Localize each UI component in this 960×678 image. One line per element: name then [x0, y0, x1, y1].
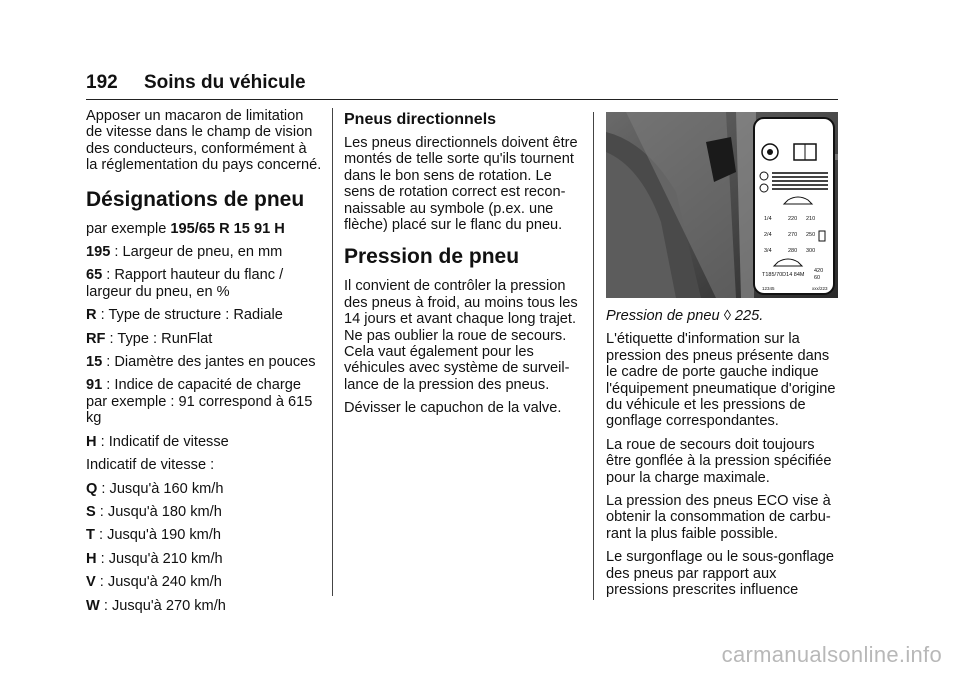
label-row-1-c: 210 [806, 216, 816, 222]
column-divider-2 [593, 112, 594, 600]
speed-item [86, 574, 322, 590]
speed-item-text: : Jusqu'à 270 km/h [99, 597, 226, 614]
pressure-paragraph: Il convient de contrôler la pression des pneus à froid, au moins tous les 14 jours et avant chaque long trajet. Ne pas oublier la roue de secours. Cela vaut également pour les véhicules avec système de surveil-lance de la pression des pneus. [344, 278, 578, 393]
label-row-3-b: 280 [788, 248, 798, 254]
designation-item-text: : Indice de capacité de charge par exemple : 91 correspond à 615 kg [86, 377, 313, 427]
designation-item [86, 377, 322, 426]
designation-item-key: RF [86, 330, 106, 347]
figure-caption [606, 308, 842, 324]
designation-item-key: 65 [86, 267, 103, 284]
door-frame-illustration [606, 112, 838, 298]
speed-label: Indicatif de vitesse : [86, 457, 215, 474]
overinflation-paragraph: Le surgonflage ou le sous-gonflage des pneus par rapport aux pressions prescrites influence [606, 549, 834, 599]
example-label: par exemple [86, 220, 171, 237]
example-line [86, 221, 322, 237]
designation-list [86, 244, 322, 450]
speed-item-text: : Jusqu'à 160 km/h [97, 480, 224, 497]
speed-item-text: : Jusqu'à 190 km/h [94, 527, 222, 544]
designation-item-text: : Indicatif de vitesse [96, 433, 229, 450]
speed-item-text: : Jusqu'à 240 km/h [95, 574, 222, 591]
tire-size-text: T185/70D14 84M [762, 272, 805, 278]
caption-period: . [759, 308, 764, 324]
speed-item-key: W [86, 597, 100, 614]
designation-item [86, 307, 322, 323]
spare-value-b: 60 [814, 275, 821, 281]
designation-item-text: : Type de structure : Radiale [96, 307, 283, 324]
chapter-title: Soins du véhicule [144, 72, 306, 93]
speed-item-key: V [86, 574, 96, 591]
tire-pressure-label-figure [606, 112, 838, 298]
designation-item-key: 91 [86, 377, 103, 394]
designation-item-text: : Diamètre des jantes en pouces [102, 354, 316, 371]
column-1 [86, 108, 322, 621]
caption-page-ref[interactable]: ◊ 225 [723, 308, 760, 324]
intro-paragraph: Apposer un macaron de limitation de vitesse dans le champ de vision des conducteurs, conformément à la réglementation du pays concerné. [86, 108, 322, 174]
designation-item [86, 354, 322, 370]
label-info-paragraph: L'étiquette d'information sur la pression des pneus présente dans le cadre de porte gauche indique l'équipement pneumatique d'origine du véhicule et les pressions de gonflage correspondantes. [606, 331, 836, 430]
caption-text: Pression de pneu [606, 308, 724, 324]
designation-item-text: : Largeur de pneu, en mm [110, 244, 283, 261]
label-row-1-a: 1/4 [764, 216, 772, 222]
designation-item-text: : Type : RunFlat [105, 330, 213, 347]
valve-paragraph: Dévisser le capuchon de la valve. [344, 400, 562, 417]
speed-item [86, 598, 322, 614]
label-code-right: xxx/223 [812, 286, 828, 291]
column-2 [344, 108, 580, 424]
section-heading-directional-tires: Pneus directionnels [344, 111, 497, 128]
designation-item [86, 331, 322, 347]
spare-value-a: 420 [814, 268, 824, 274]
designation-item-key: H [86, 433, 97, 450]
speed-item-key: Q [86, 480, 98, 497]
label-row-2-c: 250 [806, 232, 816, 238]
page-number: 192 [86, 72, 118, 93]
designation-item [86, 434, 322, 450]
label-row-2-b: 270 [788, 232, 798, 238]
designation-item-text: : Rapport hauteur du flanc / largeur du pneu, en % [86, 267, 284, 300]
spare-wheel-paragraph: La roue de secours doit toujours être gonflée à la pression spécifiée pour la charge maximale. [606, 436, 832, 486]
label-row-1-b: 220 [788, 216, 798, 222]
section-heading-tire-pressure: Pression de pneu [344, 245, 520, 269]
page-header [86, 72, 838, 98]
column-3 [606, 308, 842, 606]
label-code-left: 12345 [762, 286, 775, 291]
designation-item [86, 267, 322, 300]
speed-item-key: S [86, 503, 96, 520]
watermark-text: carmanualsonline.info [721, 642, 942, 667]
speed-item [86, 527, 322, 543]
eco-pressure-paragraph: La pression des pneus ECO vise à obtenir la consommation de carbu-rant la plus faible possible. [606, 493, 831, 542]
label-row-3-a: 3/4 [764, 248, 772, 254]
header-divider [86, 99, 838, 100]
column-divider-1 [332, 108, 333, 596]
speed-item-key: H [86, 550, 97, 567]
speed-list [86, 481, 322, 614]
section-heading-tire-designations: Désignations de pneu [86, 187, 305, 211]
designation-item-key: 195 [86, 244, 111, 261]
speed-item [86, 504, 322, 520]
speed-item-text: : Jusqu'à 210 km/h [96, 550, 223, 567]
designation-item [86, 244, 322, 260]
designation-item-key: R [86, 307, 97, 324]
designation-item-key: 15 [86, 354, 103, 371]
directional-paragraph: Les pneus directionnels doivent être montés de telle sorte qu'ils tournent dans le bon sens de rotation. Le sens de rotation correct est recon-naissable au symbole (p.ex. une flèche) placé sur le flanc du pneu. [344, 135, 578, 234]
speed-item [86, 551, 322, 567]
label-row-3-c: 300 [806, 248, 816, 254]
example-value: 195/65 R 15 91 H [170, 220, 285, 237]
speed-item [86, 481, 322, 497]
speed-item-text: : Jusqu'à 180 km/h [95, 503, 222, 520]
label-row-2-a: 2/4 [764, 232, 772, 238]
speed-item-key: T [86, 527, 95, 544]
